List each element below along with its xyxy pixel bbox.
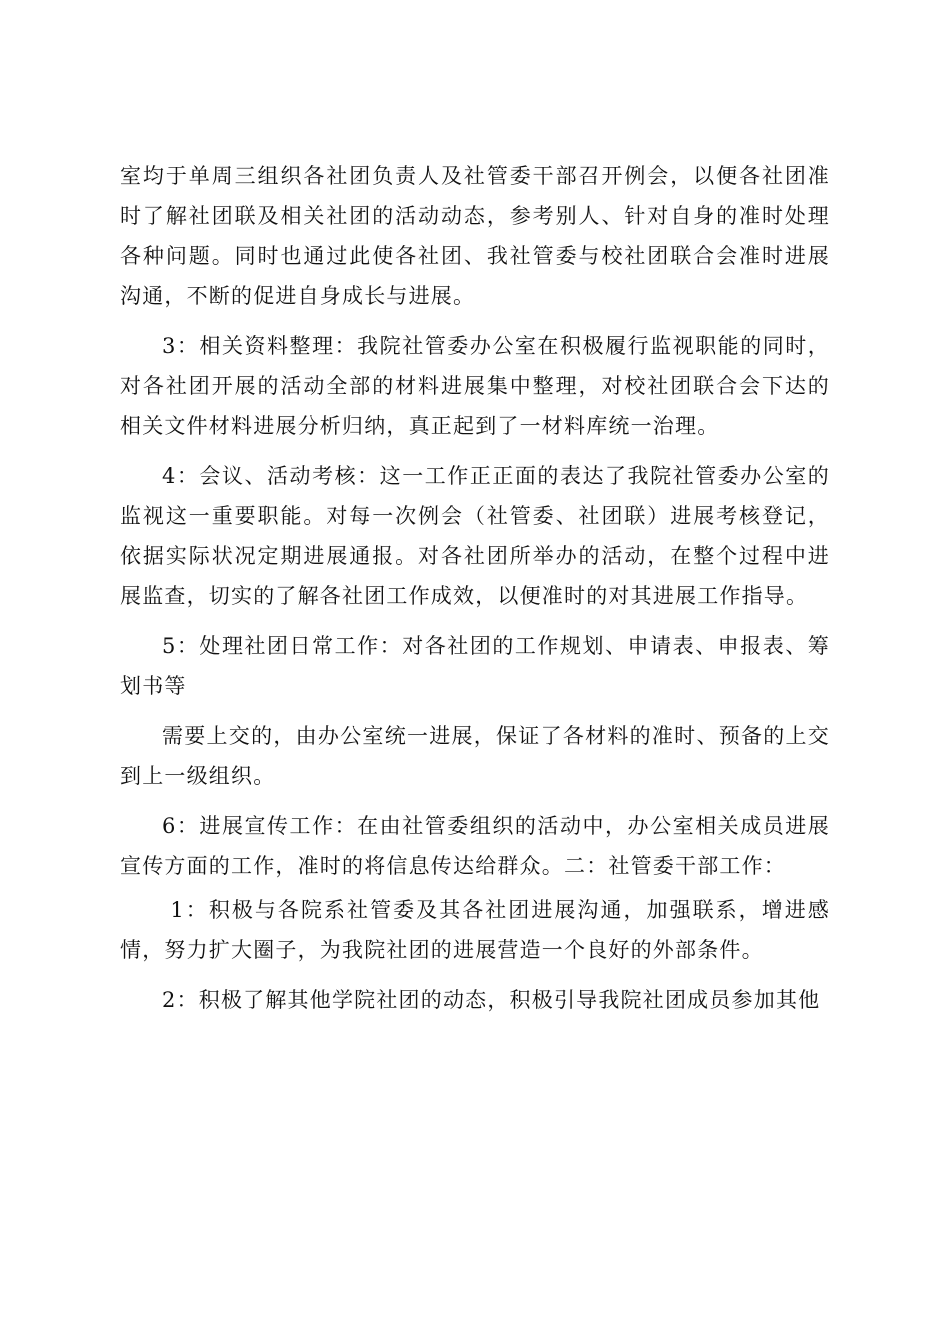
paragraph-cadre-item-1: 1：积极与各院系社管委及其各社团进展沟通，加强联系，增进感情，努力扩大圈子，为我院社团的进展营造一个良好的外部条件。 bbox=[120, 898, 830, 962]
paragraph-cadre-item-2: 2：积极了解其他学院社团的动态，积极引导我院社团成员参加其他 bbox=[162, 988, 821, 1012]
paragraph-item-4: 4：会议、活动考核：这一工作正正面的表达了我院社管委办公室的监视这一重要职能。对每一次例会（社管委、社团联）进展考核登记，依据实际状况定期进展通报。对各社团所举办的活动，在整个过程中进展监查，切实的了解各社团工作成效，以便准时的对其进展工作指导。 bbox=[120, 464, 830, 608]
document-body bbox=[120, 156, 830, 1020]
paragraph-item-5: 5：处理社团日常工作：对各社团的工作规划、申请表、申报表、筹划书等 bbox=[120, 634, 830, 698]
paragraph-item-6: 6：进展宣传工作：在由社管委组织的活动中，办公室相关成员进展宣传方面的工作，准时的将信息传达给群众。二：社管委干部工作： bbox=[120, 814, 830, 878]
paragraph-item-5-continued: 需要上交的，由办公室统一进展，保证了各材料的准时、预备的上交到上一级组织。 bbox=[120, 724, 830, 788]
paragraph-continuation: 室均于单周三组织各社团负责人及社管委干部召开例会，以便各社团准时了解社团联及相关社团的活动动态，参考别人、针对自身的准时处理各种问题。同时也通过此使各社团、我社管委与校社团联合会准时进展沟通，不断的促进自身成长与进展。 bbox=[120, 164, 830, 308]
paragraph-item-3: 3：相关资料整理：我院社管委办公室在积极履行监视职能的同时，对各社团开展的活动全部的材料进展集中整理，对校社团联合会下达的相关文件材料进展分析归纳，真正起到了一材料库统一治理。 bbox=[120, 334, 830, 438]
